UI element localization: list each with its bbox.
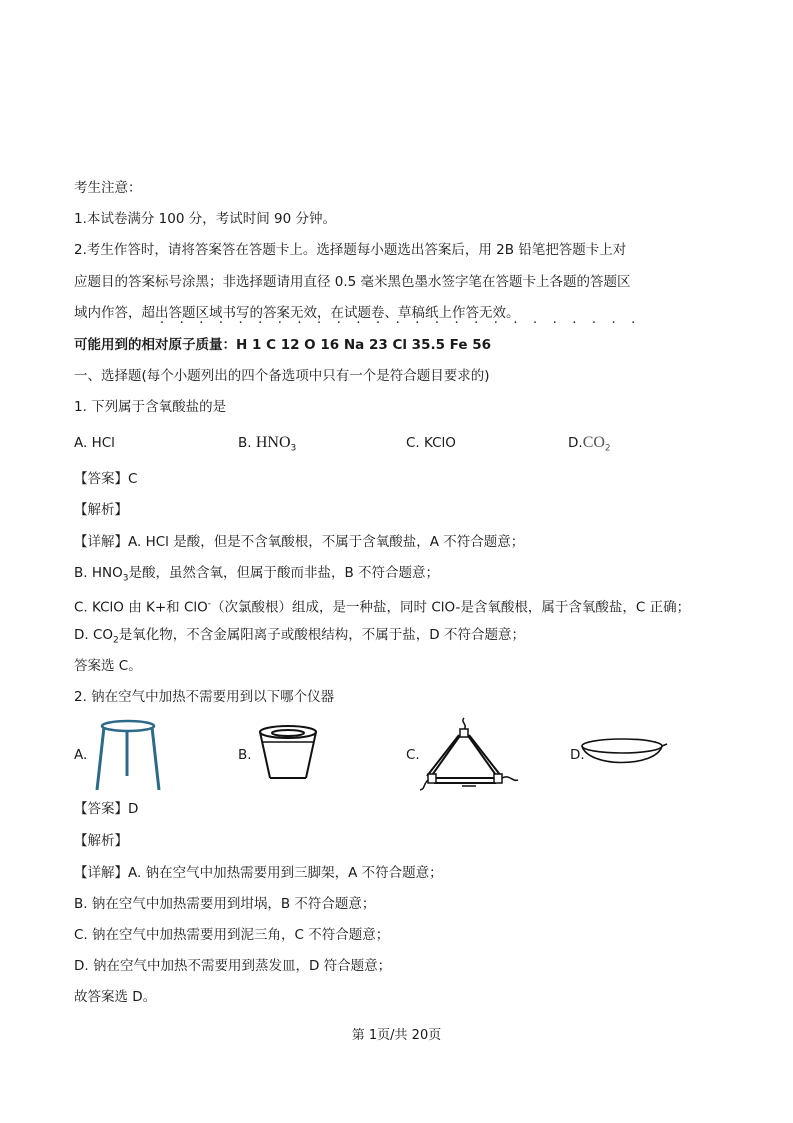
evaporating-dish-icon [578, 736, 668, 774]
q1-option-b-label: B. [238, 435, 252, 451]
page-footer: 第 1页/共 20页 [351, 1028, 442, 1043]
q1-analysis: 【解析】 [74, 502, 128, 518]
q1-detail-c-post: （次氯酸根）组成，是一种盐，同时 ClO-是含氧酸根，属于含氧酸盐，C 正确； [211, 599, 691, 616]
q2-detail-a-text: A. 钠在空气中加热需要用到三脚架，A 不符合题意； [128, 865, 443, 881]
q1-answer-value: C [128, 471, 138, 487]
section-title: 一、选择题(每个小题列出的四个备选项中只有一个是符合题目要求的) [74, 368, 490, 384]
crucible-icon [256, 724, 320, 782]
q1-detail-a [74, 533, 524, 551]
q1-detail-d-sub: 2 [113, 635, 119, 646]
q1-detail-b [74, 564, 439, 588]
q1-detail-d [74, 626, 525, 650]
q1-detail-a-text: A. HCl 是酸，但是不含氧酸根，不属于含氧酸盐，A 不符合题意； [128, 534, 525, 550]
tripod-icon [94, 718, 164, 794]
q2-option-d: D. [570, 747, 585, 763]
q1-detail-d-pre: D. CO [74, 627, 114, 643]
notice-line-4: 域内作答，超出答题区域书写的答案无效，在试题卷、草稿纸上作答无效。 [74, 305, 520, 321]
q2-option-a: A. [74, 747, 88, 763]
notice-line-2: 2.考生作答时，请将答案答在答题卡上。选择题每小题选出答案后，用 2B 铅笔把答题卡上对 [74, 242, 627, 258]
q1-detail-b-sub: 3 [122, 573, 129, 584]
q2-detail-tag: 【详解】 [74, 865, 128, 881]
q1-option-c: C. KClO [406, 435, 456, 451]
q2-detail-a [74, 864, 443, 882]
q2-option-b: B. [238, 747, 252, 763]
q1-conclusion: 答案选 C。 [74, 658, 142, 674]
atomic-masses: 可能用到的相对原子质量：H 1 C 12 O 16 Na 23 Cl 35.5 Fe 56 [74, 337, 492, 353]
q2-stem: 2. 钠在空气中加热不需要用到以下哪个仪器 [74, 689, 335, 705]
notice-line-1: 1.本试卷满分 100 分，考试时间 90 分钟。 [74, 211, 336, 227]
q2-answer [74, 800, 138, 818]
q1-option-b [238, 434, 296, 458]
q2-detail-d: D. 钠在空气中加热不需要用到蒸发皿，D 符合题意； [74, 958, 392, 974]
q1-option-d-label: D. [568, 435, 583, 451]
q1-detail-b-pre: B. HNO [74, 565, 123, 581]
q2-conclusion: 故答案选 D。 [74, 989, 157, 1005]
q1-detail-tag: 【详解】 [74, 534, 128, 550]
q2-answer-tag: 【答案】 [74, 801, 128, 817]
q1-detail-c-sup: - [207, 599, 212, 609]
emphasis-dots: ························· [160, 316, 651, 331]
clay-triangle-icon [420, 716, 520, 794]
notice-title: 考生注意： [74, 180, 142, 196]
q1-option-b-formula: HNO [255, 434, 291, 451]
q1-option-d-sub: 2 [604, 443, 611, 454]
q2-detail-b: B. 钠在空气中加热需要用到坩埚，B 不符合题意； [74, 896, 376, 912]
q1-detail-c [74, 595, 690, 617]
q1-option-d-formula: CO [582, 434, 605, 451]
q2-detail-c: C. 钠在空气中加热需要用到泥三角，C 不符合题意； [74, 927, 390, 943]
q2-answer-value: D [128, 801, 139, 817]
q1-option-d [568, 434, 611, 458]
q1-detail-d-post: 是氧化物，不含金属阳离子或酸根结构，不属于盐，D 不符合题意； [118, 627, 525, 643]
q1-answer [74, 470, 137, 488]
q1-option-a: A. HCl [74, 435, 115, 451]
notice-line-3: 应题目的答案标号涂黑；非选择题请用直径 0.5 毫米黑色墨水签字笔在答题卡上各题的答题区 [74, 274, 631, 290]
q2-option-c: C. [406, 747, 420, 763]
q2-analysis: 【解析】 [74, 833, 128, 849]
q1-detail-b-post: 是酸，虽然含氧，但属于酸而非盐，B 不符合题意； [128, 565, 440, 581]
q1-detail-c-pre: C. KClO 由 K+和 ClO [74, 599, 208, 616]
q1-option-b-sub: 3 [290, 443, 297, 454]
q1-stem: 1. 下列属于含氧酸盐的是 [74, 399, 227, 415]
q1-answer-tag: 【答案】 [74, 471, 128, 487]
